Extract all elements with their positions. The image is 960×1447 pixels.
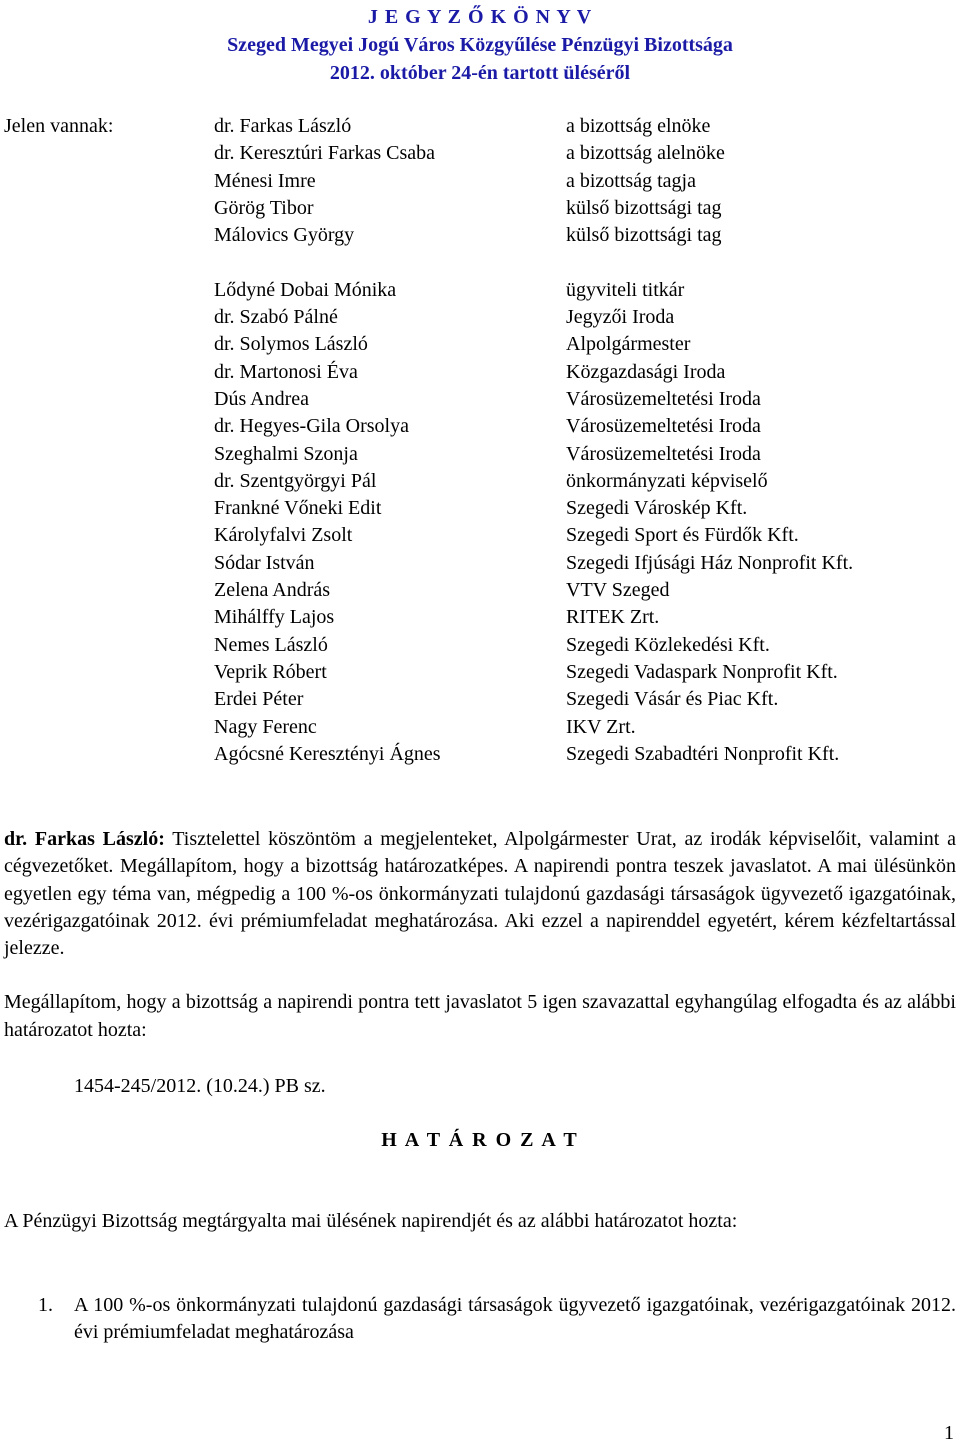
resolution-intro: A Pénzügyi Bizottság megtárgyalta mai ülésének napirendjét és az alábbi határozatot hozta: — [4, 1210, 738, 1232]
attendee-role: Szegedi Vásár és Piac Kft. — [566, 688, 779, 711]
page-number: 1 — [944, 1422, 954, 1444]
speech-text: Tisztelettel köszöntöm a megjelenteket, Alpolgármester Urat, az irodák képviselőit, valamint a cégvezetőket. Megállapítom, hogy a bizottság határozatképes. A napirendi pontra teszek javaslatot. A mai ülésünkön egyetlen egy téma van, mégpedig a 100 %-os önkormányzati tulajdonú gazdasági társaságok ügyvezető igazgatóinak, vezérigazgatóinak 2012. évi prémiumfeladat meghatározása. Aki ezzel a napirenddel egyetért, kérem kézfeltartással jelezze. — [4, 828, 956, 960]
attendee-name: dr. Farkas László — [214, 115, 352, 137]
attendee-role: Szegedi Vadaspark Nonprofit Kft. — [566, 660, 838, 683]
attendee-role: külső bizottsági tag — [566, 224, 722, 247]
attendee-name: Frankné Vőneki Edit — [214, 497, 382, 520]
attendee-name: Mihálffy Lajos — [214, 606, 335, 629]
attendee-name: Zelena András — [214, 579, 331, 602]
attendee-role: Alpolgármester — [566, 333, 691, 356]
attendee-role: Szegedi Városkép Kft. — [566, 497, 748, 520]
resolution-item-text: A 100 %-os önkormányzati tulajdonú gazdasági társaságok ügyvezető igazgatóinak, vezérigazgatóinak 2012. évi prémiumfeladat meghatározása — [74, 1294, 956, 1344]
meeting-date: 2012. október 24-én tartott üléséről — [329, 62, 631, 84]
attendee-role: külső bizottsági tag — [566, 196, 722, 219]
attendee-role: Szegedi Közlekedési Kft. — [566, 633, 770, 656]
attendee-name: dr. Szentgyörgyi Pál — [214, 469, 377, 492]
attendee-name: dr. Keresztúri Farkas Csaba — [214, 142, 436, 165]
attendee-name: dr. Solymos László — [214, 333, 368, 356]
document-title: J E G Y Z Ő K Ö N Y V — [367, 6, 593, 28]
attendee-role: Jegyzői Iroda — [566, 306, 675, 329]
attendee-role: a bizottság tagja — [566, 169, 696, 192]
attendee-name: Erdei Péter — [214, 688, 304, 711]
attendee-role: a bizottság elnöke — [566, 115, 711, 137]
resolution-number: 1454-245/2012. (10.24.) PB sz. — [74, 1075, 326, 1097]
attendee-name: Dús Andrea — [214, 387, 309, 410]
attendee-name: Agócsné Keresztényi Ágnes — [214, 742, 441, 765]
attendee-role: Szegedi Szabadtéri Nonprofit Kft. — [566, 742, 840, 765]
attendee-name: Ménesi Imre — [214, 169, 316, 192]
attendee-roles-column — [566, 113, 956, 768]
resolution-item-number: 1. — [38, 1294, 53, 1316]
attendee-name: Veprik Róbert — [214, 660, 327, 683]
speaker-name: dr. Farkas László: — [4, 828, 165, 850]
attendance-label: Jelen vannak: — [4, 115, 114, 137]
attendee-role: Városüzemeltetési Iroda — [566, 387, 761, 410]
attendee-role: önkormányzati képviselő — [566, 469, 768, 492]
attendee-group-gap — [214, 249, 554, 276]
attendee-role: Városüzemeltetési Iroda — [566, 415, 761, 438]
attendee-role: Szegedi Sport és Fürdők Kft. — [566, 524, 799, 547]
attendee-role: RITEK Zrt. — [566, 606, 660, 629]
attendee-role: ügyviteli titkár — [566, 278, 685, 301]
attendee-name: Nemes László — [214, 633, 328, 656]
attendee-role: a bizottság alelnöke — [566, 142, 725, 165]
attendee-role: Közgazdasági Iroda — [566, 360, 726, 383]
opening-statement — [4, 826, 956, 962]
document-subtitle: Szeged Megyei Jogú Város Közgyűlése Pénzügyi Bizottsága — [227, 34, 733, 56]
attendee-name: dr. Szabó Pálné — [214, 306, 338, 329]
attendee-role: VTV Szeged — [566, 579, 670, 602]
attendee-name: Szeghalmi Szonja — [214, 442, 358, 465]
vote-statement: Megállapítom, hogy a bizottság a napirendi pontra tett javaslatot 5 igen szavazattal egyhangúlag elfogadta és az alábbi határozatot hozta: — [4, 991, 956, 1041]
resolution-heading: H A T Á R O Z A T — [381, 1129, 579, 1151]
attendee-name: Károlyfalvi Zsolt — [214, 524, 353, 547]
attendee-role: Városüzemeltetési Iroda — [566, 442, 761, 465]
minutes-body — [4, 826, 956, 1044]
attendee-name: dr. Hegyes-Gila Orsolya — [214, 415, 409, 438]
attendee-name: Lődyné Dobai Mónika — [214, 278, 397, 301]
attendee-name: Görög Tibor — [214, 196, 314, 219]
attendee-name: dr. Martonosi Éva — [214, 360, 358, 383]
attendee-name: Nagy Ferenc — [214, 715, 317, 738]
attendee-name: Málovics György — [214, 224, 355, 247]
attendee-group-gap — [566, 249, 956, 276]
attendee-name: Sódar István — [214, 551, 315, 574]
attendee-role: Szegedi Ifjúsági Ház Nonprofit Kft. — [566, 551, 854, 574]
attendee-role: IKV Zrt. — [566, 715, 636, 738]
attendee-names-column — [214, 113, 554, 768]
